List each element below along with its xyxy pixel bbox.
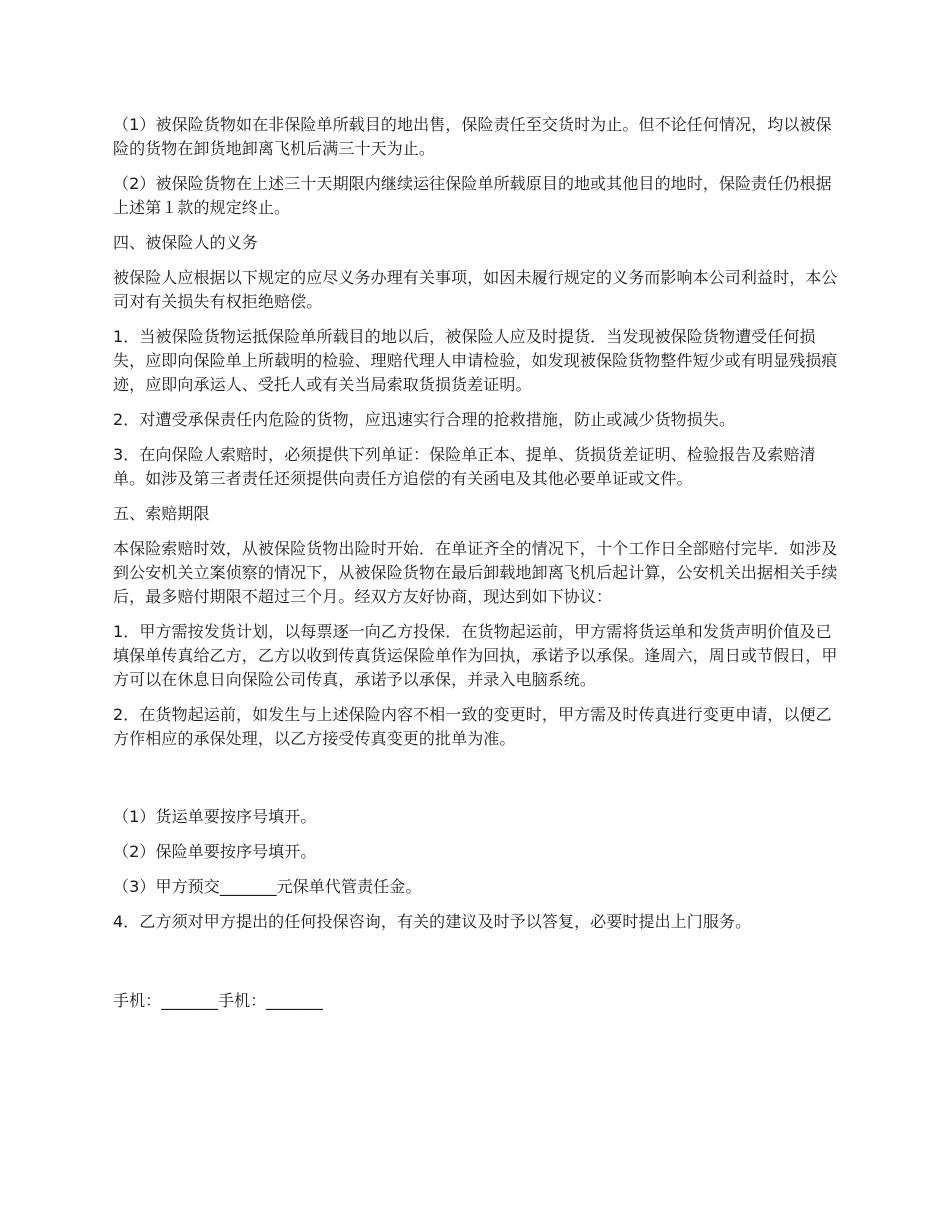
paragraph-obligation-3: 3．在向保险人索赔时，必须提供下列单证：保险单正本、提单、货损货差证明、检验报告及索赔清单。如涉及第三者责任还须提供向责任方追偿的有关函电及其他必要单证或文件。 — [113, 445, 816, 488]
paragraph-deposit: （3）甲方预交_______元保单代管责任金。 — [113, 877, 422, 896]
paragraph-agreement-1: 1．甲方需按发货计划，以每票逐一向乙方投保．在货物起运前，甲方需将货运单和发货声明价值及已填保单传真给乙方，乙方以收到传真货运保险单作为回执，承诺予以承保。逢周六，周日或节假日，甲方可以在休息日向保险公司传真，承诺予以承保，并录入电脑系统。 — [113, 622, 838, 689]
paragraph-claim-period: 本保险索赔时效，从被保险货物出险时开始．在单证齐全的情况下，十个工作日全部赔付完毕．如涉及到公安机关立案侦察的情况下，从被保险货物在最后卸载地卸离飞机后起计算，公安机关出据相关手续后，最多赔付期限不超过三个月。经双方友好协商，现达到如下协议： — [113, 539, 838, 606]
paragraph-obligations-intro: 被保险人应根据以下规定的应尽义务办理有关事项，如因未履行规定的义务而影响本公司利益时，本公司对有关损失有权拒绝赔偿。 — [113, 268, 838, 311]
paragraph-obligation-1: 1．当被保险货物运抵保险单所载目的地以后，被保险人应及时提货．当发现被保险货物遭受任何损失，应即向保险单上所载明的检验、理赔代理人申请检验，如发现被保险货物整件短少或有明显残损痕迹，应即向承运人、受托人或有关当局索取货损货差证明。 — [113, 327, 838, 394]
section-heading-insured-obligations: 四、被保险人的义务 — [113, 233, 258, 252]
paragraph-agreement-2: 2．在货物起运前，如发生与上述保险内容不相一致的变更时，甲方需及时传真进行变更申请，以便乙方作相应的承保处理，以乙方接受传真变更的批单为准。 — [113, 705, 832, 748]
paragraph-policy-numbering: （2）保险单要按序号填开。 — [113, 842, 317, 861]
paragraph-agreement-4: 4．乙方须对甲方提出的任何投保咨询，有关的建议及时予以答复，必要时提出上门服务。 — [113, 912, 752, 931]
signature-phone-line: 手机：_______手机：_______ — [113, 991, 323, 1010]
section-heading-claim-period: 五、索赔期限 — [113, 504, 210, 523]
blank-spacer-2 — [113, 945, 838, 989]
blank-spacer — [113, 762, 838, 805]
paragraph-obligation-2: 2．对遭受承保责任内危险的货物，应迅速实行合理的抢救措施，防止或减少货物损失。 — [113, 410, 736, 429]
document-body — [113, 113, 838, 1024]
paragraph-clause-2: （2）被保险货物在上述三十天期限内继续运往保险单所载原目的地或其他目的地时，保险责任仍根据上述第１款的规定终止。 — [113, 174, 832, 217]
paragraph-waybill-numbering: （1）货运单要按序号填开。 — [113, 807, 317, 826]
paragraph-clause-1: （1）被保险货物如在非保险单所载目的地出售，保险责任至交货时为止。但不论任何情况，均以被保险的货物在卸货地卸离飞机后满三十天为止。 — [113, 115, 832, 158]
